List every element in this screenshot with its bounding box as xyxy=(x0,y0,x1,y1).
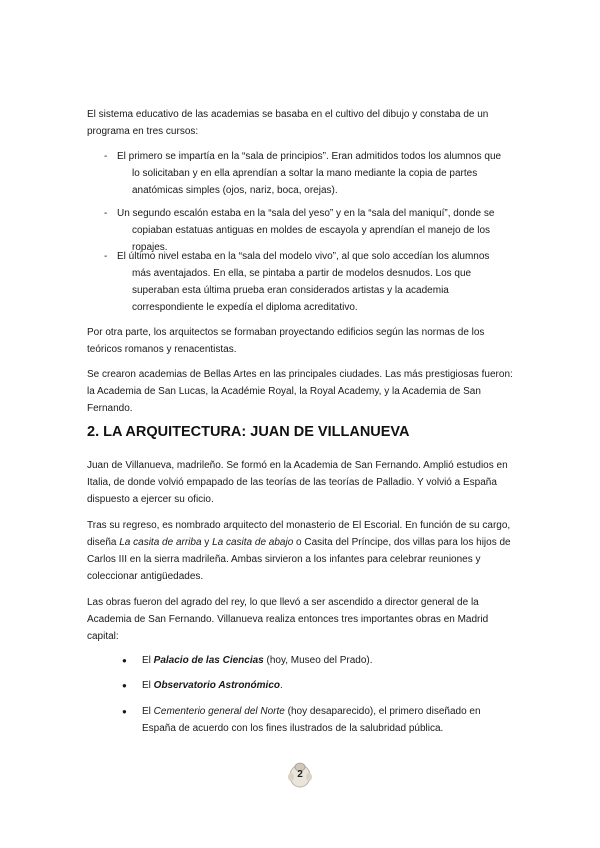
architects-paragraph: Por otra parte, los arquitectos se formaban proyectando edificios según las normas de los teóricos romanos y renacentistas. xyxy=(87,327,485,355)
bullet-dot-icon: ● xyxy=(122,707,127,716)
work-item-3 xyxy=(122,703,517,737)
work-item-1-suffix: (hoy, Museo del Prado). xyxy=(263,655,373,666)
work-item-2-prefix: El xyxy=(142,680,154,691)
intro-paragraph: El sistema educativo de las academias se basaba en el cultivo del dibujo y constaba de un programa en tres cursos: xyxy=(87,109,489,137)
dash-marker: - xyxy=(104,251,108,262)
course-item-3 xyxy=(104,248,514,316)
escorial-text-a: Tras su regreso, es nombrado arquitecto del monasterio de El Escorial. En función de su cargo, diseña xyxy=(87,520,511,548)
section-heading: 2. LA ARQUITECTURA: JUAN DE VILLANUEVA xyxy=(87,424,410,440)
course-item-3-rest: más aventajados. En ella, se pintaba a partir de modelos desnudos. Los que superaban esta última prueba eran considerados artistas y la academia correspondiente le expedía el diploma acreditativo. xyxy=(132,268,472,313)
work-item-3-prefix: El xyxy=(142,706,154,717)
course-item-2-first-line: Un segundo escalón estaba en la “sala del yeso” y en la “sala del maniquí”, donde se xyxy=(117,208,495,219)
palacio-ciencias-title: Palacio de las Ciencias xyxy=(153,655,264,666)
academies-paragraph: Se crearon academias de Bellas Artes en las principales ciudades. Las más prestigiosas fueron: la Academia de San Lucas, la Académie Royal, la Royal Academy, y la Academia de San Fernando. xyxy=(87,369,513,414)
escorial-paragraph xyxy=(87,517,517,585)
course-item-1 xyxy=(104,148,514,199)
page-number-badge xyxy=(287,762,313,788)
course-item-2-rest: copiaban estatuas antiguas en moldes de escayola y aprendían el manejo de los ropajes. xyxy=(132,225,491,253)
work-item-3-suffix: (hoy desaparecido), el primero diseñado en España de acuerdo con los fines ilustrados de la salubridad pública. xyxy=(142,706,481,734)
dash-marker: - xyxy=(104,151,108,162)
casita-abajo-title: La casita de abajo xyxy=(212,537,294,548)
casita-arriba-title: La casita de arriba xyxy=(119,537,202,548)
cementerio-title: Cementerio general del Norte xyxy=(153,706,285,717)
bullet-dot-icon: ● xyxy=(122,681,127,690)
work-item-2-suffix: . xyxy=(280,680,283,691)
biography-paragraph: Juan de Villanueva, madrileño. Se formó en la Academia de San Fernando. Amplió estudios en Italia, de donde volvió empapado de las teorías de las teorías de Palladio. Y volvió a España dispuesto a ejercer su oficio. xyxy=(87,460,508,505)
observatorio-title: Observatorio Astronómico xyxy=(153,680,280,691)
page-number: 2 xyxy=(297,769,303,780)
course-item-3-first-line: El último nivel estaba en la “sala del modelo vivo”, al que solo accedían los alumnos xyxy=(117,251,490,262)
escorial-text-c: o Casita del Príncipe, dos villas para los hijos de Carlos III en la sierra madrileña. Ambas sirvieron a los infantes para celebrar reuniones y coleccionar antigüedades. xyxy=(87,537,511,582)
course-item-1-rest: lo solicitaban y en ella aprendían a soltar la mano mediante la copia de partes anatómicas simples (ojos, nariz, boca, orejas). xyxy=(132,168,478,196)
work-item-1-prefix: El xyxy=(142,655,154,666)
escorial-text-b: y xyxy=(201,537,213,548)
dash-marker: - xyxy=(104,208,108,219)
work-item-2 xyxy=(122,677,517,694)
bullet-dot-icon: ● xyxy=(122,656,127,665)
course-item-1-first-line: El primero se impartía en la “sala de principios”. Eran admitidos todos los alumnos que xyxy=(117,151,502,162)
works-paragraph: Las obras fueron del agrado del rey, lo que llevó a ser ascendido a director general de la Academia de San Fernando. Villanueva realiza entonces tres importantes obras en Madrid capital: xyxy=(87,597,489,642)
work-item-1 xyxy=(122,652,517,669)
